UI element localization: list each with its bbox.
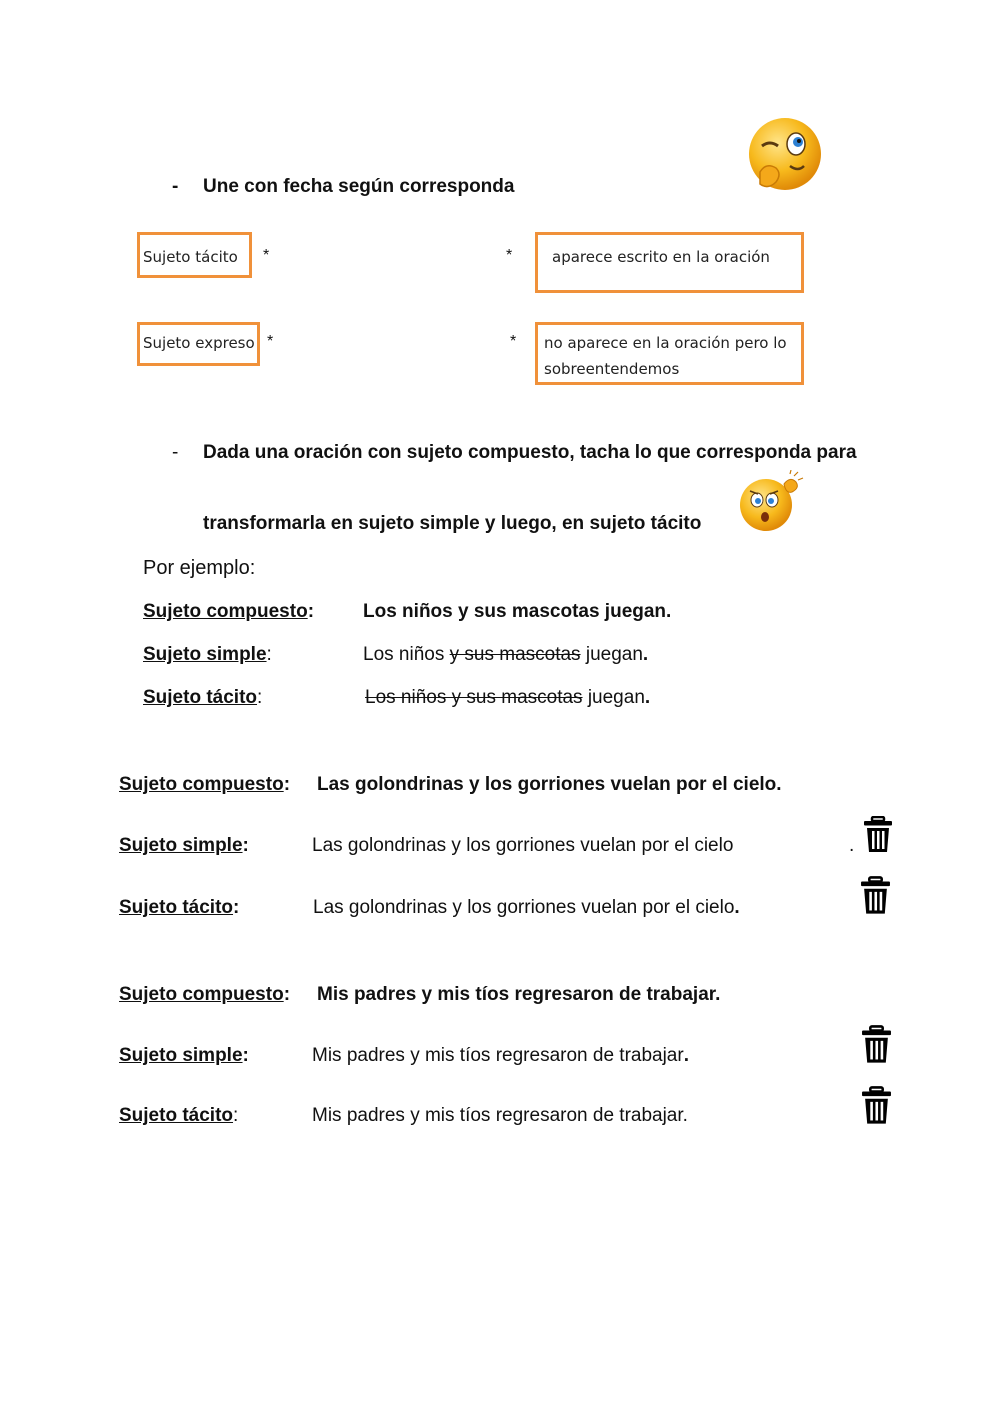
trash-icon[interactable] <box>861 1086 892 1126</box>
ex1-simple-sentence[interactable]: Las golondrinas y los gorriones vuelan por el cielo <box>312 835 734 856</box>
match-left-2[interactable] <box>137 322 260 366</box>
ex2-compuesto-colon: : <box>283 984 291 1005</box>
ex2-simple-dot: . <box>683 1045 689 1066</box>
example-row-compuesto-label-wrap <box>143 601 314 623</box>
ex2-simple-label: Sujeto simple <box>119 1045 243 1066</box>
ex1-tacito-colon: : <box>233 897 240 918</box>
ex2-compuesto-label: Sujeto compuesto <box>119 984 284 1005</box>
example-tacito-sentence <box>365 687 650 709</box>
ex2-tacito-label-wrap <box>119 1105 238 1127</box>
example-simple-kept: Los niños <box>363 644 450 665</box>
trash-icon[interactable] <box>860 876 891 916</box>
example-simple-struck: y sus mascotas <box>449 644 581 665</box>
ex1-compuesto-colon: : <box>283 774 291 795</box>
example-tacito-label: Sujeto tácito <box>143 687 258 708</box>
match-right-2[interactable] <box>535 322 804 385</box>
example-compuesto-label: Sujeto compuesto <box>143 601 308 622</box>
ex1-simple-colon: : <box>242 835 249 856</box>
match-right-2-line-2: sobreentendemos <box>544 360 680 378</box>
instruction-1: Une con fecha según corresponda <box>203 176 515 197</box>
confused-face-icon <box>738 470 806 534</box>
example-row-simple-label-wrap <box>143 644 272 666</box>
ex1-tacito-label: Sujeto tácito <box>119 897 234 918</box>
ex1-tacito-label-wrap <box>119 897 239 919</box>
match-right-1-text: aparece escrito en la oración <box>552 248 770 266</box>
ex1-compuesto-text: Las golondrinas y los gorriones vuelan por el cielo. <box>317 774 782 795</box>
ex1-tacito-text: Las golondrinas y los gorriones vuelan por el cielo <box>313 897 735 918</box>
ex1-compuesto-label-wrap <box>119 774 290 796</box>
ex1-simple-label: Sujeto simple <box>119 835 243 856</box>
match-left-1[interactable] <box>137 232 252 278</box>
ex1-tacito-dot: . <box>734 897 740 918</box>
match-right-1-star[interactable]: * <box>506 247 513 264</box>
example-tacito-rest: juegan <box>582 687 645 708</box>
ex2-tacito-sentence[interactable]: Mis padres y mis tíos regresaron de trabajar. <box>312 1105 688 1126</box>
match-right-2-line-1: no aparece en la oración pero lo <box>544 334 787 352</box>
ex2-simple-label-wrap <box>119 1045 249 1067</box>
example-row-tacito-label-wrap <box>143 687 262 709</box>
example-intro: Por ejemplo: <box>143 557 256 579</box>
example-compuesto-colon: : <box>307 601 315 622</box>
match-left-2-star[interactable]: * <box>267 333 274 350</box>
trash-icon[interactable] <box>861 1025 892 1065</box>
example-simple-label: Sujeto simple <box>143 644 267 665</box>
instruction-1-dash: - <box>172 176 179 197</box>
ex1-simple-label-wrap <box>119 835 249 857</box>
example-simple-dot: . <box>642 644 649 665</box>
match-right-2-star[interactable]: * <box>510 333 517 350</box>
ex2-compuesto-text: Mis padres y mis tíos regresaron de trabajar. <box>317 984 721 1005</box>
trash-icon[interactable] <box>863 816 893 854</box>
example-tacito-colon: : <box>257 687 263 708</box>
example-simple-colon: : <box>266 644 272 665</box>
example-simple-sentence <box>363 644 648 666</box>
ex1-simple-dot: . <box>849 835 855 856</box>
ex2-simple-sentence[interactable] <box>312 1045 689 1067</box>
ex2-tacito-label: Sujeto tácito <box>119 1105 234 1126</box>
ex2-compuesto-label-wrap <box>119 984 290 1006</box>
example-compuesto-text: Los niños y sus mascotas juegan. <box>363 601 672 622</box>
winking-thinking-face-icon <box>744 116 826 198</box>
instruction-2-line-1: Dada una oración con sujeto compuesto, tacha lo que corresponda para <box>203 442 857 463</box>
instruction-2-line-2: transformarla en sujeto simple y luego, en sujeto tácito <box>203 513 702 534</box>
ex1-compuesto-label: Sujeto compuesto <box>119 774 284 795</box>
example-tacito-dot: . <box>644 687 651 708</box>
example-simple-rest: juegan <box>580 644 643 665</box>
example-tacito-struck: Los niños y sus mascotas <box>365 687 583 708</box>
match-left-2-label: Sujeto expreso <box>143 334 255 352</box>
ex1-tacito-sentence[interactable] <box>313 897 740 919</box>
match-left-1-star[interactable]: * <box>263 247 270 264</box>
ex2-simple-text: Mis padres y mis tíos regresaron de trabajar <box>312 1045 684 1066</box>
match-left-1-label: Sujeto tácito <box>143 248 238 266</box>
ex2-tacito-colon: : <box>233 1105 239 1126</box>
match-right-1[interactable] <box>535 232 804 293</box>
instruction-2-dash: - <box>172 442 179 463</box>
ex2-simple-colon: : <box>242 1045 249 1066</box>
